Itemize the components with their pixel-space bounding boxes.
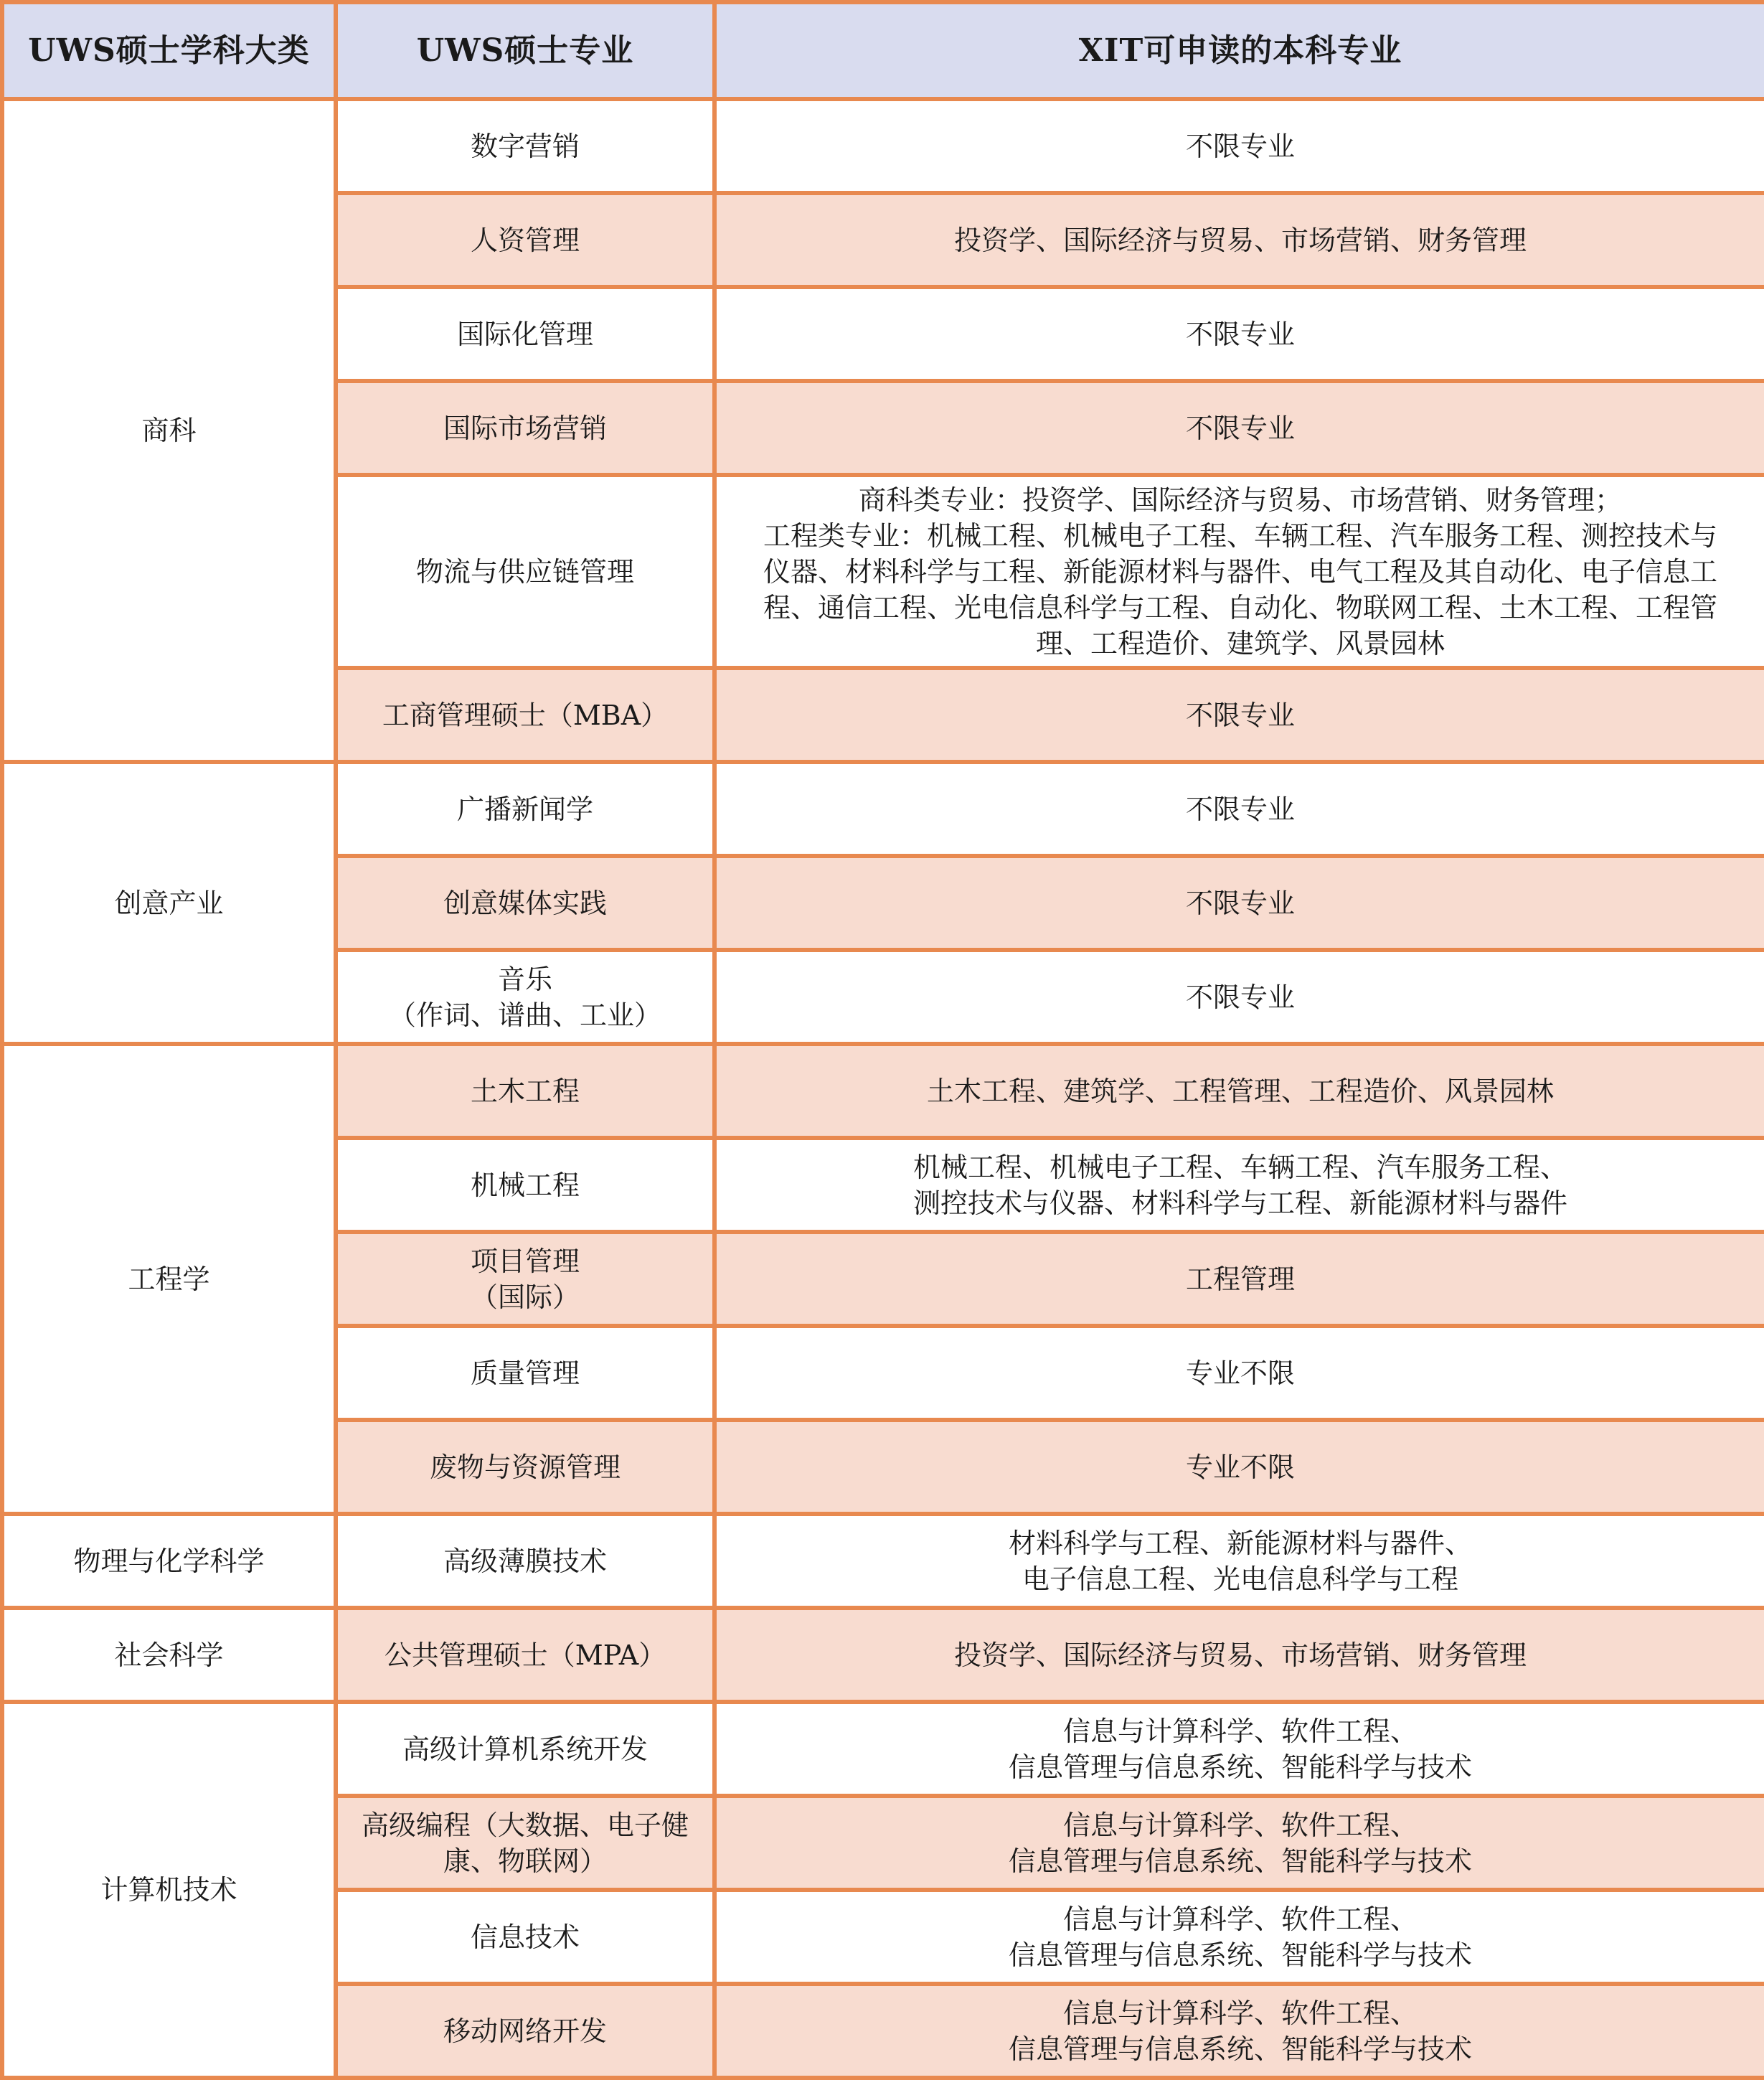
xit-major-cell <box>714 950 1764 1044</box>
category-computing: 计算机技术 <box>2 1702 336 2078</box>
uws-major-cell <box>336 475 714 668</box>
uws-major-text: 高级计算机系统开发 <box>402 1733 648 1765</box>
uws-major-cell <box>336 1796 714 1890</box>
uws-major-text: 国际化管理 <box>456 318 593 350</box>
xit-major-cell <box>714 762 1764 856</box>
xit-major-cell <box>714 1420 1764 1514</box>
xit-major-cell <box>714 1138 1764 1232</box>
category-business: 商科 <box>2 99 336 762</box>
uws-major-cell <box>336 193 714 287</box>
uws-major-text: 质量管理 <box>470 1357 580 1389</box>
uws-major-cell <box>336 762 714 856</box>
header-category: UWS硕士学科大类 <box>2 2 336 99</box>
table-row <box>2 1044 1764 1138</box>
xit-major-text: 投资学、国际经济与贸易、市场营销、财务管理 <box>953 1639 1527 1671</box>
xit-major-text: 工程管理 <box>1185 1263 1295 1295</box>
xit-major-text: 工程类专业：机械工程、机械电子工程、车辆工程、汽车服务工程、测控技术与 <box>763 519 1717 552</box>
xit-major-cell <box>714 193 1764 287</box>
xit-major-text: 信息与计算科学、软件工程、 <box>1062 1903 1418 1935</box>
uws-major-cell <box>336 668 714 762</box>
xit-major-text: 电子信息工程、光电信息科学与工程 <box>1022 1563 1458 1595</box>
xit-major-text: 信息管理与信息系统、智能科学与技术 <box>1008 2033 1472 2065</box>
xit-major-text: 理、工程造价、建筑学、风景园林 <box>1035 627 1445 659</box>
xit-major-cell <box>714 381 1764 475</box>
header-uws-major: UWS硕士专业 <box>336 2 714 99</box>
xit-major-cell <box>714 287 1764 381</box>
uws-major-cell <box>336 1420 714 1514</box>
uws-major-cell <box>336 381 714 475</box>
uws-major-text: 高级编程（大数据、电子健 <box>361 1809 689 1841</box>
xit-major-text: 信息管理与信息系统、智能科学与技术 <box>1008 1751 1472 1783</box>
xit-major-cell <box>714 1796 1764 1890</box>
xit-major-cell <box>714 1890 1764 1984</box>
header-xit-major: XIT可申读的本科专业 <box>714 2 1764 99</box>
xit-major-text: 投资学、国际经济与贸易、市场营销、财务管理 <box>953 224 1527 256</box>
category-physics-chem: 物理与化学科学 <box>2 1514 336 1608</box>
uws-major-cell <box>336 287 714 381</box>
uws-major-text: 公共管理硕士（MPA） <box>384 1639 666 1671</box>
uws-major-cell <box>336 99 714 193</box>
xit-major-text: 不限专业 <box>1185 318 1295 350</box>
xit-major-text: 程、通信工程、光电信息科学与工程、自动化、物联网工程、土木工程、工程管 <box>763 591 1717 623</box>
uws-major-text: 高级薄膜技术 <box>443 1545 607 1577</box>
uws-major-cell <box>336 1702 714 1796</box>
table-row <box>2 1702 1764 1796</box>
xit-major-text: 商科类专业：投资学、国际经济与贸易、市场营销、财务管理； <box>858 484 1622 516</box>
uws-major-text: 康、物联网） <box>443 1845 607 1877</box>
xit-major-cell <box>714 1702 1764 1796</box>
xit-major-text: 不限专业 <box>1185 699 1295 731</box>
uws-major-text: 人资管理 <box>470 224 580 256</box>
uws-major-cell <box>336 1138 714 1232</box>
uws-major-text: 废物与资源管理 <box>429 1451 621 1483</box>
xit-major-cell <box>714 1044 1764 1138</box>
xit-major-cell <box>714 668 1764 762</box>
xit-major-text: 信息管理与信息系统、智能科学与技术 <box>1008 1845 1472 1877</box>
xit-major-text: 机械工程、机械电子工程、车辆工程、汽车服务工程、 <box>912 1151 1567 1183</box>
uws-major-text: 广播新闻学 <box>456 793 593 825</box>
uws-major-text: 土木工程 <box>470 1075 580 1107</box>
uws-major-text: 物流与供应链管理 <box>415 555 634 588</box>
uws-major-text: 移动网络开发 <box>443 2015 607 2047</box>
xit-major-text: 测控技术与仪器、材料科学与工程、新能源材料与器件 <box>912 1187 1567 1219</box>
uws-major-text: 音乐 <box>497 963 552 995</box>
uws-major-cell <box>336 1984 714 2078</box>
category-social: 社会科学 <box>2 1608 336 1702</box>
uws-major-cell <box>336 950 714 1044</box>
uws-major-text: 国际市场营销 <box>443 412 607 444</box>
xit-major-text: 不限专业 <box>1185 887 1295 919</box>
xit-major-cell <box>714 1232 1764 1326</box>
uws-major-cell <box>336 1326 714 1420</box>
xit-major-text: 土木工程、建筑学、工程管理、工程造价、风景园林 <box>926 1075 1554 1107</box>
xit-major-text: 不限专业 <box>1185 981 1295 1013</box>
xit-major-cell <box>714 1326 1764 1420</box>
xit-major-cell <box>714 1984 1764 2078</box>
header-row <box>2 2 1764 99</box>
uws-major-cell <box>336 1044 714 1138</box>
xit-major-text: 仪器、材料科学与工程、新能源材料与器件、电气工程及其自动化、电子信息工 <box>763 555 1717 588</box>
uws-major-text: 工商管理硕士（MBA） <box>382 699 669 731</box>
xit-major-text: 不限专业 <box>1185 412 1295 444</box>
uws-major-text: 机械工程 <box>470 1169 580 1201</box>
uws-major-text: 数字营销 <box>470 130 580 162</box>
category-engineering: 工程学 <box>2 1044 336 1514</box>
uws-major-text: 项目管理 <box>470 1245 580 1277</box>
xit-major-text: 专业不限 <box>1185 1357 1295 1389</box>
table-row <box>2 1608 1764 1702</box>
xit-major-text: 不限专业 <box>1185 793 1295 825</box>
xit-major-cell <box>714 99 1764 193</box>
uws-major-cell <box>336 1890 714 1984</box>
xit-major-cell <box>714 475 1764 668</box>
uws-major-cell <box>336 1608 714 1702</box>
xit-major-text: 信息管理与信息系统、智能科学与技术 <box>1008 1939 1472 1971</box>
xit-major-cell <box>714 1608 1764 1702</box>
xit-major-text: 专业不限 <box>1185 1451 1295 1483</box>
category-creative: 创意产业 <box>2 762 336 1044</box>
table-row <box>2 99 1764 193</box>
xit-major-text: 信息与计算科学、软件工程、 <box>1062 1715 1418 1747</box>
table-row <box>2 762 1764 856</box>
uws-major-text: （国际） <box>470 1281 580 1313</box>
uws-major-cell <box>336 1232 714 1326</box>
xit-major-cell <box>714 1514 1764 1608</box>
uws-major-text: 信息技术 <box>470 1921 580 1953</box>
xit-major-cell <box>714 856 1764 950</box>
uws-major-cell <box>336 856 714 950</box>
table-row <box>2 1514 1764 1608</box>
xit-major-text: 信息与计算科学、软件工程、 <box>1062 1809 1418 1841</box>
uws-major-text: 创意媒体实践 <box>443 887 607 919</box>
xit-major-text: 不限专业 <box>1185 130 1295 162</box>
uws-major-cell <box>336 1514 714 1608</box>
uws-major-text: （作词、谱曲、工业） <box>388 999 661 1031</box>
xit-major-text: 材料科学与工程、新能源材料与器件、 <box>1008 1527 1472 1559</box>
xit-major-text: 信息与计算科学、软件工程、 <box>1062 1997 1418 2029</box>
